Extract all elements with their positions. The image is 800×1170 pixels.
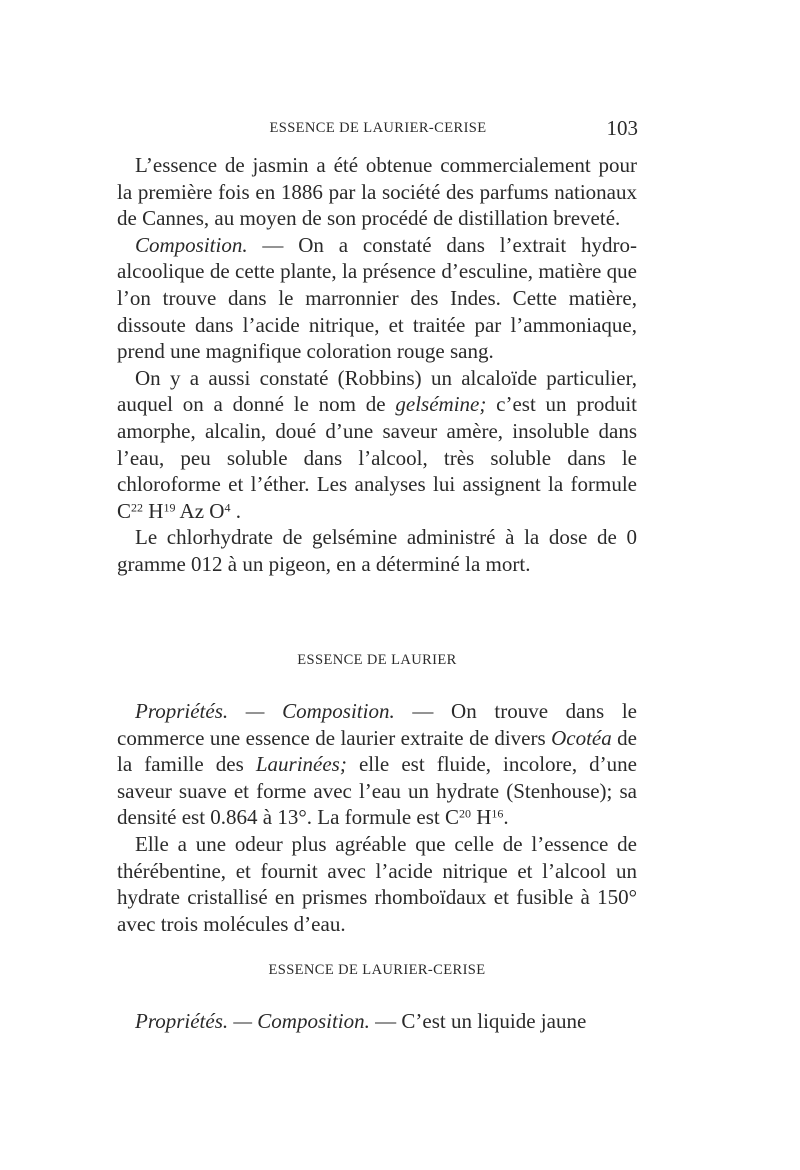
paragraph-chlorhydrate: Le chlorhydrate de gelsémine administré à la dose de 0 gramme 012 à un pigeon, en a déterminé la mort. bbox=[117, 525, 637, 576]
jasmin-text-block bbox=[117, 152, 637, 578]
paragraph-laurier-odor: Elle a une odeur plus agréable que celle de l’essence de thérébentine, et fournit avec l’acide nitrique et l’alcool un hydrate cristallisé en prismes rhomboïdaux et fusible à 150° avec trois molécules d’eau. bbox=[117, 831, 637, 936]
paragraph-jasmin-origin: L’essence de jasmin a été obtenue commercialement pour la première fois en 1886 par la société des parfums nationaux de Cannes, au moyen de son procédé de distillation breveté. bbox=[117, 153, 637, 231]
composition-label: Composition. bbox=[135, 232, 248, 257]
paragraph-jasmin-composition bbox=[117, 232, 637, 365]
gelsemine-text-before: On y a aussi constaté (Robbins) un alcaloïde particulier, auquel on a donné le nom de bbox=[117, 365, 637, 417]
section-title-laurier: ESSENCE DE LAURIER bbox=[297, 652, 457, 668]
laurier-properties-label: Propriétés. — Composition. bbox=[135, 699, 395, 723]
laurier-cerise-text-block bbox=[117, 1008, 637, 1035]
paragraph-laurier-cerise-properties: Propriétés. — Composition. — C’est un liquide jaune bbox=[135, 1009, 587, 1033]
gelsemine-text-after: c’est un produit amorphe, alcalin, doué d’une saveur amère, insoluble dans l’eau, peu soluble dans l’alcool, très soluble dans le chloroforme et l’éther. Les analyses lui assignent la formule bbox=[117, 392, 637, 497]
family-laurinees: Laurinées; bbox=[255, 752, 347, 777]
running-head bbox=[118, 116, 638, 140]
running-title: ESSENCE DE LAURIER-CERISE bbox=[269, 120, 487, 136]
paragraph-gelsemine bbox=[117, 365, 637, 525]
page-number: 103 bbox=[606, 116, 638, 140]
paragraph-laurier-properties: Propriétés. — Composition. — On trouve dans le commerce une essence de laurier extraite de divers Ocotéa de la famille des Laurinées; elle est fluide, incolore, d’une saveur suave et forme avec l’eau un hydrate (Stenhouse); sa densité est 0.864 à 13°. La formule est $C^{20}$ $H^{16}$. bbox=[117, 699, 637, 830]
laurier-cerise-properties-label: Propriétés. — Composition. bbox=[135, 1009, 370, 1033]
genus-ocotea: Ocotéa bbox=[551, 725, 612, 750]
gelsemine-term: gelsémine; bbox=[395, 392, 487, 417]
gelsemine-formula: $C^{22}$ $H^{19}$ Az $O^4$ . bbox=[117, 498, 241, 523]
laurier-text-block bbox=[117, 698, 637, 937]
composition-text: — On a constaté dans l’extrait hydro-alcoolique de cette plante, la présence d’esculine, matière que l’on trouve dans le marronnier des Indes. Cette matière, dissoute dans l’acide nitrique, et traitée par l’ammoniaque, prend une magnifique coloration rouge sang. bbox=[117, 232, 637, 364]
laurier-formula: $C^{20}$ $H^{16}$. bbox=[444, 805, 509, 830]
section-title-laurier-cerise: ESSENCE DE LAURIER-CERISE bbox=[268, 962, 486, 978]
